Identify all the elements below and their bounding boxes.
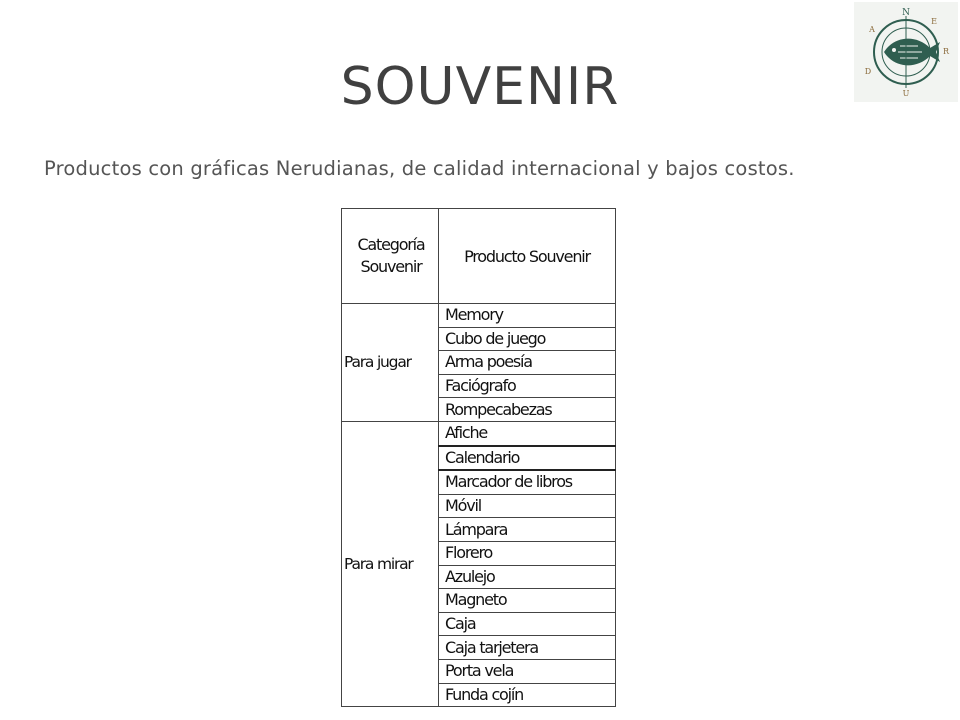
header-category-line1: Categoría [357, 235, 425, 254]
product-cell: Cubo de juego [439, 327, 616, 351]
product-cell: Caja [439, 612, 616, 636]
product-cell: Arma poesía [439, 351, 616, 375]
table-row [342, 421, 616, 445]
header-category [342, 209, 439, 304]
product-cell: Marcador de libros [439, 470, 616, 494]
page-title: SOUVENIR [340, 57, 620, 117]
table-row [342, 304, 616, 328]
product-cell: Móvil [439, 494, 616, 518]
category-cell: Para jugar [342, 304, 439, 422]
product-cell: Afiche [439, 421, 616, 445]
product-cell: Memory [439, 304, 616, 328]
product-cell: Florero [439, 541, 616, 565]
souvenir-table [341, 208, 616, 707]
table-header-row [342, 209, 616, 304]
category-cell: Para mirar [342, 421, 439, 706]
product-cell: Funda cojín [439, 683, 616, 707]
product-cell: Calendario [439, 446, 616, 471]
product-cell: Porta vela [439, 659, 616, 683]
logo-letter-r: R [942, 47, 950, 56]
logo-letter-a: A [869, 25, 875, 34]
header-category-line2: Souvenir [360, 257, 422, 276]
logo-letter-d: D [864, 67, 872, 76]
logo-letter-u: U [902, 89, 910, 98]
product-cell: Azulejo [439, 565, 616, 589]
page-subtitle: Productos con gráficas Nerudianas, de calidad internacional y bajos costos. [44, 157, 795, 180]
header-product: Producto Souvenir [439, 209, 616, 304]
product-cell: Magneto [439, 589, 616, 613]
product-cell: Lámpara [439, 518, 616, 542]
logo-letter-e: E [931, 17, 937, 26]
product-cell: Caja tarjetera [439, 636, 616, 660]
product-cell: Faciógrafo [439, 374, 616, 398]
product-cell: Rompecabezas [439, 398, 616, 422]
logo-letter-n: N [902, 8, 910, 18]
